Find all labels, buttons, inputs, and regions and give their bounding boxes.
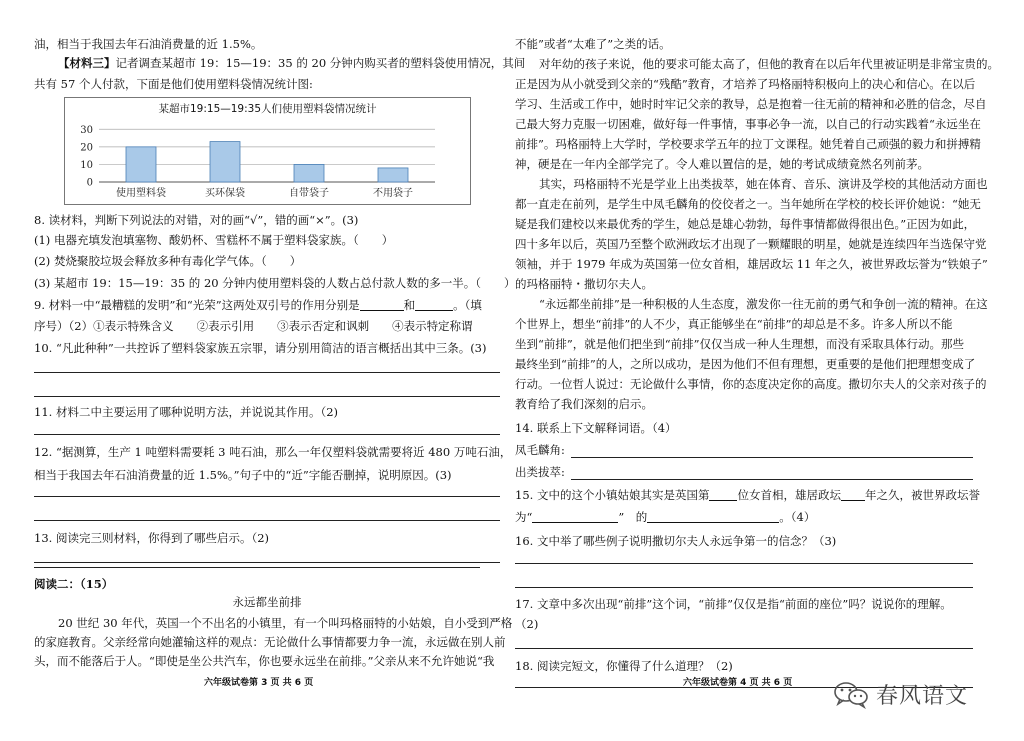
passage-line: 神，硬是在一年内全部学完了。令人难以置信的是，她的考试成绩竟然名列前茅。 xyxy=(515,157,929,171)
page-footer: 六年级试卷第 4 页 共 6 页 xyxy=(683,678,793,688)
passage-line: 的玛格丽特・撒切尔夫人。 xyxy=(515,277,653,291)
passage-line: 教育给了我们深刻的启示。 xyxy=(515,397,653,411)
y-tick-label: 10 xyxy=(80,159,93,171)
bar xyxy=(294,164,324,182)
passage-line: 都一直走在前列，是学生中凤毛麟角的佼佼者之一。当年她所在学校的校长评价她说：“她无 xyxy=(515,197,981,211)
chart-title: 某超市19:15—19:35人们使用塑料袋情况统计 xyxy=(158,103,377,115)
bar xyxy=(126,147,156,182)
answer-line[interactable] xyxy=(34,520,500,521)
passage-line: 不能”或者“太难了”之类的话。 xyxy=(515,37,671,51)
passage-line: 己最大努力克服一切困难，做好每一件事情，事事必争一流，以自己的行动实践着“永远坐在 xyxy=(515,117,981,131)
answer-line[interactable] xyxy=(515,587,973,588)
question-8: 8. 读材料，判断下列说法的对错，对的画“√”，错的画“×”。(3) xyxy=(34,213,359,227)
x-tick-label: 自带袋子 xyxy=(289,188,329,199)
answer-line[interactable] xyxy=(571,457,973,458)
passage-line: 学习、生活或工作中，她时时牢记父亲的教导，总是抱着一往无前的精神和必胜的信念，尽自 xyxy=(515,97,987,111)
passage-line: 其实，玛格丽特不光是学业上出类拔萃，她在体育、音乐、演讲及学校的其他活动方面也 xyxy=(539,177,988,191)
question-9: 9. 材料一中“最糟糕的发明”和“光荣”这两处双引号的作用分别是 和 。（填 xyxy=(34,298,482,312)
question-17: 17. 文章中多次出现“前排”这个词，“前排”仅仅是指“前面的座位”吗？说说你的理解。 xyxy=(515,597,952,611)
question-12: 相当于我国去年石油消费量的近 1.5%。”句子中的“近”字能否删掉，说明原因。(3) xyxy=(34,468,452,482)
watermark xyxy=(832,677,968,711)
passage-line: 行动。一位哲人说过：无论做什么事情，你的态度决定你的高度。撒切尔夫人的父亲对孩子的 xyxy=(515,377,987,391)
answer-blank[interactable] xyxy=(647,510,779,523)
question-14: 14. 联系上下文解释词语。（4） xyxy=(515,421,677,435)
question-8-item: (1) 电器充填发泡填塞物、酸奶杯、雪糕杯不属于塑料袋家族。（ ） xyxy=(34,233,394,247)
material-tag: 【材料三】 xyxy=(58,56,116,70)
question-15-cont: 为“ ” 的 。（4） xyxy=(515,510,816,524)
passage-line: 的家庭教育。父亲经常向她灌输这样的观点：无论做什么事情都要力争一流，永远做在别人前 xyxy=(34,635,506,649)
question-17-points: （2) xyxy=(515,617,539,631)
x-tick-label: 不用袋子 xyxy=(373,188,413,199)
question-18: 18. 阅读完短文，你懂得了什么道理？（2) xyxy=(515,659,733,673)
passage-line: 疑是我们建校以来最优秀的学生，她总是雄心勃勃，每件事情都做得很出色。”正因为如此， xyxy=(515,217,976,231)
question-14-b: 出类拔萃: xyxy=(515,465,565,479)
material3-text: 记者调查某超市 19：15—19：35 的 20 分钟内购买者的塑料袋使用情况，其间 xyxy=(115,56,526,70)
answer-line[interactable] xyxy=(34,562,500,563)
question-8-item: (3) 某超市 19：15—19：35 的 20 分钟内使用塑料袋的人数占总付款人数的多一半。（ ） xyxy=(34,276,516,290)
answer-line[interactable] xyxy=(34,396,500,397)
x-tick-label: 使用塑料袋 xyxy=(116,188,166,199)
answer-line[interactable] xyxy=(34,496,500,497)
passage-line: 坐到“前排”，就是他们把坐到“前排”仅仅当成一种人生理想，而没有采取具体行动。那些 xyxy=(515,337,965,351)
y-tick-label: 0 xyxy=(86,177,93,189)
page-footer: 六年级试卷第 3 页 共 6 页 xyxy=(204,678,314,688)
answer-line[interactable] xyxy=(34,434,500,435)
question-16: 16. 文中举了哪些例子说明撒切尔夫人永远争第一的信念？（3) xyxy=(515,534,837,548)
passage-line: 前排”。玛格丽特上大学时，学校要求学五年的拉丁文课程。她凭着自己顽强的毅力和拼搏精 xyxy=(515,137,981,151)
passage-line: 对年幼的孩子来说，他的要求可能太高了，但他的教育在以后年代里被证明是非常宝贵的。 xyxy=(539,57,999,71)
answer-line[interactable] xyxy=(34,372,500,373)
y-tick-label: 30 xyxy=(80,124,93,136)
answer-blank[interactable] xyxy=(532,510,618,523)
question-10: 10. “凡此种种”一共控诉了塑料袋家族五宗罪，请分别用简洁的语言概括出其中三条。(3) xyxy=(34,341,487,355)
answer-blank[interactable] xyxy=(415,298,453,311)
question-8-item: (2) 焚烧聚胶垃圾会释放多种有毒化学气体。（ ） xyxy=(34,254,302,268)
text-line: 油，相当于我国去年石油消费量的近 1.5%。 xyxy=(34,37,263,51)
watermark-text: 春风语文 xyxy=(876,683,969,709)
passage-title: 永远都坐前排 xyxy=(232,595,302,609)
answer-line[interactable] xyxy=(515,648,973,649)
answer-blank[interactable] xyxy=(841,488,865,501)
section-divider xyxy=(34,567,480,568)
question-9-options: 序号）（2）①表示特殊含义 ②表示引用 ③表示否定和讽刺 ④表示特定称谓 xyxy=(34,319,473,333)
passage-line: 领袖，并于 1979 年成为英国第一位女首相，雄居政坛 11 年之久，被世界政坛誉为“铁娘子” xyxy=(515,257,988,271)
question-11: 11. 材料二中主要运用了哪种说明方法，并说说其作用。（2) xyxy=(34,405,338,419)
passage-line: 20 世纪 30 年代，英国一个不出名的小镇里，有一个叫玛格丽特的小姑娘，自小受到严格 xyxy=(58,616,513,630)
y-tick-label: 20 xyxy=(80,142,93,154)
bar-chart xyxy=(64,97,471,205)
passage-line: 正是因为从小就受到父亲的“残酷”教育，才培养了玛格丽特积极向上的决心和信心。在以后 xyxy=(515,77,976,91)
answer-blank[interactable] xyxy=(709,488,737,501)
bar xyxy=(210,142,240,182)
right-page xyxy=(515,0,999,741)
question-13: 13. 阅读完三则材料，你得到了哪些启示。（2) xyxy=(34,531,269,545)
question-12: 12. “据测算，生产 1 吨塑料需要耗 3 吨石油，那么一年仅塑料袋就需要将近 480 万吨石油， xyxy=(34,445,512,459)
passage-line: 个世界上，想坐“前排”的人不少，真正能够坐在“前排”的却总是不多。许多人所以不能 xyxy=(515,317,953,331)
answer-line[interactable] xyxy=(515,563,973,564)
passage-line: 最终坐到“前排”的人，之所以成功，是因为他们不但有理想，更重要的是他们把理想变成了 xyxy=(515,357,976,371)
material3-line xyxy=(34,55,526,71)
bar xyxy=(378,168,408,182)
answer-blank[interactable] xyxy=(360,298,404,311)
x-tick-label: 买环保袋 xyxy=(205,188,245,199)
passage-line: 四十多年以后，英国乃至整个欧洲政坛才出现了一颗耀眼的明星，她就是连续四年当选保守党 xyxy=(515,237,987,251)
question-14-a: 凤毛麟角: xyxy=(515,443,565,457)
left-page xyxy=(34,0,526,741)
wechat-icon xyxy=(832,679,870,709)
question-15: 15. 文中的这个小镇姑娘其实是英国第 位女首相，雄居政坛 年之久，被世界政坛誉 xyxy=(515,488,980,502)
section-heading: 阅读二：（15） xyxy=(34,577,114,591)
answer-line[interactable] xyxy=(571,479,973,480)
passage-line: 头，而不能落后于人。“即使是坐公共汽车，你也要永远坐在前排。”父亲从来不允许她说“我 xyxy=(34,654,495,668)
text-line: 共有 57 个人付款，下面是他们使用塑料袋情况统计图: xyxy=(34,77,313,91)
passage-line: “永远都坐前排”是一种积极的人生态度，激发你一往无前的勇气和争创一流的精神。在这 xyxy=(539,297,988,311)
